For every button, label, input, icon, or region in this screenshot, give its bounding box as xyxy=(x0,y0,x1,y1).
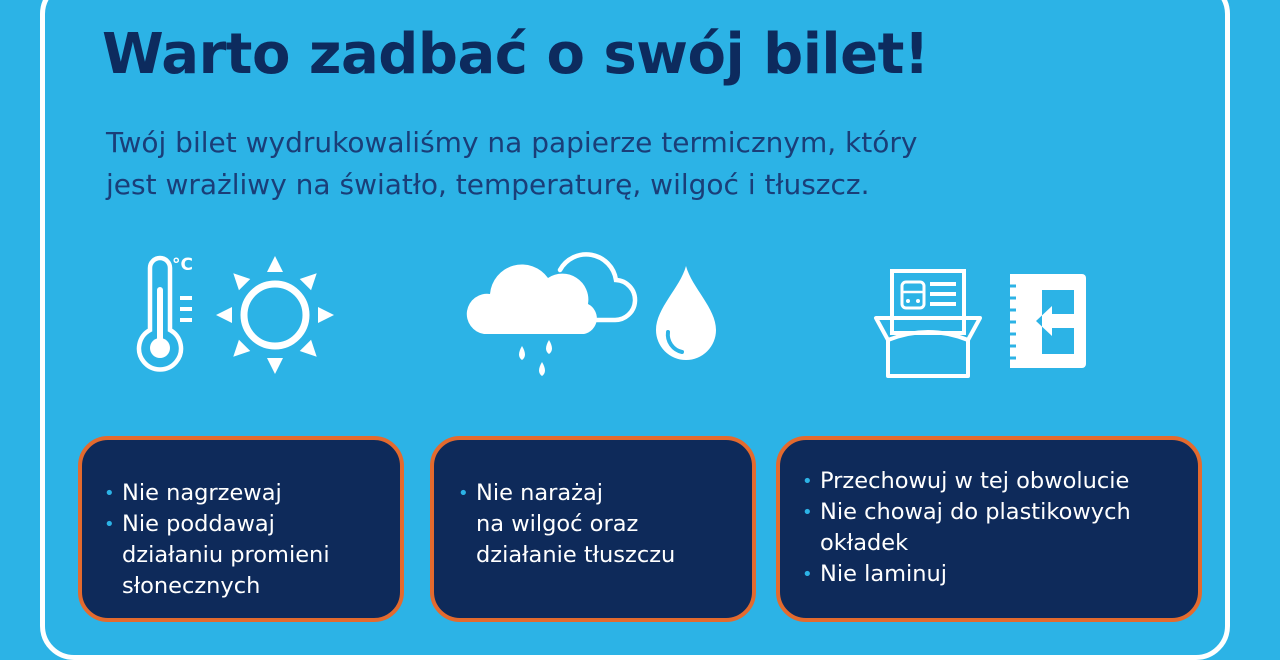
list-item: • Nie poddawaj działaniu promieni słonecznych xyxy=(104,509,330,602)
notebook-cover-icon xyxy=(1002,268,1092,378)
subtitle xyxy=(106,122,917,206)
warning-card-heat xyxy=(78,436,404,622)
list-item: • Nie nagrzewaj xyxy=(104,478,330,509)
ticket-sleeve-icon xyxy=(872,268,984,380)
sun-icon xyxy=(214,254,336,376)
subtitle-line-2: jest wrażliwy na światło, temperaturę, wilgoć i tłuszcz. xyxy=(106,168,870,201)
list-item: • Nie narażaj na wilgoć oraz działanie tłuszczu xyxy=(458,478,675,571)
cloud-rain-icon xyxy=(462,250,638,382)
list-item: • Przechowuj w tej obwolucie xyxy=(802,466,1131,497)
warning-card-storage xyxy=(776,436,1202,622)
heat-list xyxy=(104,478,330,602)
list-item: • Nie chowaj do plastikowych okładek xyxy=(802,497,1131,559)
moisture-list xyxy=(458,478,675,571)
page-title: Warto zadbać o swój bilet! xyxy=(102,22,929,87)
thermometer-icon xyxy=(136,250,206,375)
celsius-label: °C xyxy=(172,255,193,275)
subtitle-line-1: Twój bilet wydrukowaliśmy na papierze termicznym, który xyxy=(106,126,918,159)
list-item: • Nie laminuj xyxy=(802,559,1131,590)
water-drop-icon xyxy=(652,264,720,364)
warning-card-moisture xyxy=(430,436,756,622)
storage-list xyxy=(802,466,1131,590)
